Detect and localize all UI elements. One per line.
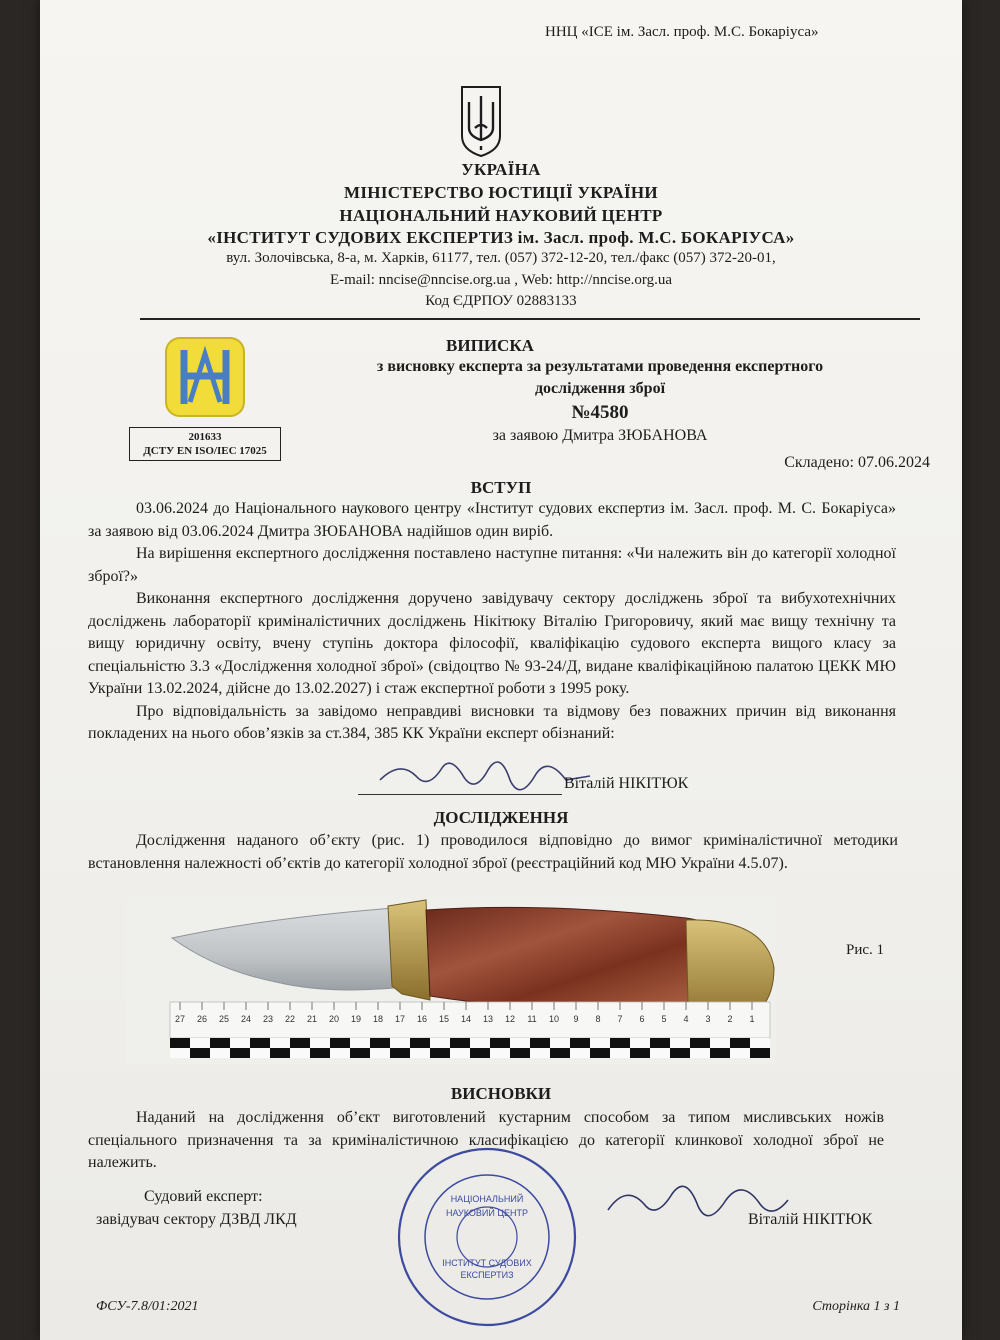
edrpou-code: Код ЄДРПОУ 02883133 [425, 293, 577, 309]
institute-name: «ІНСТИТУТ СУДОВИХ ЕКСПЕРТИЗ ім. Засл. проф. М.С. БОКАРІУСА» [207, 228, 795, 247]
intro-heading: ВСТУП [470, 478, 532, 497]
compiled-date: Складено: 07.06.2024 [784, 454, 930, 471]
ruler-label: 26 [196, 1014, 208, 1024]
ruler-label: 8 [595, 1014, 601, 1024]
ruler-label: 14 [460, 1014, 472, 1024]
ruler-label: 18 [372, 1014, 384, 1024]
ruler-label: 24 [240, 1014, 252, 1024]
ruler-label: 9 [573, 1014, 579, 1024]
ruler-label: 25 [218, 1014, 230, 1024]
ruler-label: 10 [548, 1014, 560, 1024]
accreditation-box [129, 427, 281, 461]
ruler-label: 22 [284, 1014, 296, 1024]
trident-emblem-icon [459, 84, 503, 158]
page-indicator: Сторінка 1 з 1 [812, 1299, 900, 1314]
ruler-label: 13 [482, 1014, 494, 1024]
institute-short-name: ННЦ «ІСЕ ім. Засл. проф. М.С. Бокаріуса» [545, 24, 819, 40]
document-number: №4580 [571, 402, 629, 423]
signoff-name: Віталій НІКІТЮК [748, 1211, 873, 1228]
ruler-label: 2 [727, 1014, 733, 1024]
ruler-label: 19 [350, 1014, 362, 1024]
title-line-1: з висновку експерта за результатами проведення експертного [376, 358, 824, 375]
ruler-label: 23 [262, 1014, 274, 1024]
title-line-2: дослідження зброї [534, 380, 666, 397]
ruler-label: 11 [527, 1014, 537, 1024]
intro-signature-name: Віталій НІКІТЮК [564, 775, 689, 792]
svg-text:ЕКСПЕРТИЗ: ЕКСПЕРТИЗ [460, 1270, 514, 1280]
document-page [40, 0, 962, 1340]
form-code: ФСУ-7.8/01:2021 [96, 1299, 199, 1314]
knife-photo [126, 898, 776, 1064]
center-name: НАЦІОНАЛЬНИЙ НАУКОВИЙ ЦЕНТР [339, 206, 663, 225]
intro-section [88, 498, 896, 746]
institute-contacts: E-mail: nncise@nncise.org.ua , Web: http://nncise.org.ua [329, 272, 673, 288]
ruler-checker [170, 1038, 770, 1058]
ministry-name: МІНІСТЕРСТВО ЮСТИЦІЇ УКРАЇНИ [344, 183, 658, 202]
ruler-label: 17 [394, 1014, 406, 1024]
expert-role-line-1: Судовий експерт: [144, 1188, 263, 1205]
intro-paragraph-2: На вирішення експертного дослідження поставлено наступне питання: «Чи належить він до категорії холодної зброї?» [88, 545, 896, 585]
conclusions-heading: ВИСНОВКИ [450, 1084, 552, 1103]
expert-role-line-2: завідувач сектору ДЗВД ЛКД [96, 1211, 297, 1228]
ruler-label: 15 [438, 1014, 450, 1024]
accreditation-standard: ДСТУ EN ISO/IEC 17025 [143, 445, 267, 457]
ruler-label: 7 [617, 1014, 623, 1024]
ruler-label: 27 [174, 1014, 186, 1024]
svg-text:ІНСТИТУТ СУДОВИХ: ІНСТИТУТ СУДОВИХ [442, 1258, 532, 1268]
svg-text:НАЦІОНАЛЬНИЙ: НАЦІОНАЛЬНИЙ [450, 1194, 524, 1204]
applicant-line: за заявою Дмитра ЗЮБАНОВА [492, 427, 708, 444]
accreditation-number: 201633 [188, 431, 222, 443]
ruler-label: 12 [504, 1014, 516, 1024]
ruler-label: 4 [683, 1014, 689, 1024]
accreditation-logo-icon [164, 336, 246, 418]
figure-label: Рис. 1 [846, 942, 885, 958]
research-paragraph-1: Дослідження наданого об’єкту (рис. 1) проводилося відповідно до вимог криміналістичної методики встановлення належності об’єктів до категорії холодної зброї (реєстраційний код МЮ України 4.5.07). [88, 832, 898, 872]
ruler-label: 3 [705, 1014, 711, 1024]
ruler-label: 20 [328, 1014, 340, 1024]
svg-text:НАУКОВИЙ ЦЕНТР: НАУКОВИЙ ЦЕНТР [445, 1208, 529, 1218]
ruler-label: 5 [661, 1014, 667, 1024]
ruler-label: 6 [639, 1014, 645, 1024]
ruler-label: 16 [416, 1014, 428, 1024]
official-stamp-icon [392, 1142, 582, 1332]
ruler-label: 1 [749, 1014, 755, 1024]
document-heading: ВИПИСКА [446, 336, 534, 355]
research-heading: ДОСЛІДЖЕННЯ [433, 808, 569, 827]
header-divider [140, 318, 920, 320]
conclusions-paragraph-1: Наданий на дослідження об’єкт виготовлений кустарним способом за типом мисливських ножів спеціального призначення та за криміналістичною класифікацією до категорії клинкової холодної зброї не належить. [88, 1109, 884, 1171]
institute-address: вул. Золочівська, 8-а, м. Харків, 61177, тел. (057) 372-12-20, тел./факс (057) 372-20-01, [226, 250, 776, 266]
intro-paragraph-1: 03.06.2024 до Національного наукового центру «Інститут судових експертиз ім. Засл. проф. М. С. Бокаріуса» за заявою від 03.06.2024 Дмитра ЗЮБАНОВА надійшов один виріб. [88, 500, 896, 540]
intro-paragraph-3: Виконання експертного дослідження доручено завідувачу сектору досліджень зброї та вибухотехнічних досліджень лабораторії криміналістичних досліджень Нікітюку Віталію Григоровичу, який має вищу технічну та вищу юридичну освіту, вчену ступінь доктора філософії, кваліфікацію судового експерта вищого класу за спеціальністю 3.3 «Дослідження холодної зброї» (свідоцтво № 93-24/Д, видане кваліфікаційною палатою ЦЕКК МЮ України 13.02.2024, дійсне до 13.02.2027) і стаж експертної роботи з 1995 року. [88, 590, 896, 697]
intro-paragraph-4: Про відповідальність за завідомо неправдиві висновки та відмову без поважних причин від виконання покладених на нього обов’язків за ст.384, 385 КК України експерт обізнаний: [88, 702, 896, 742]
ruler-label: 21 [306, 1014, 318, 1024]
country-name: УКРАЇНА [461, 160, 541, 179]
